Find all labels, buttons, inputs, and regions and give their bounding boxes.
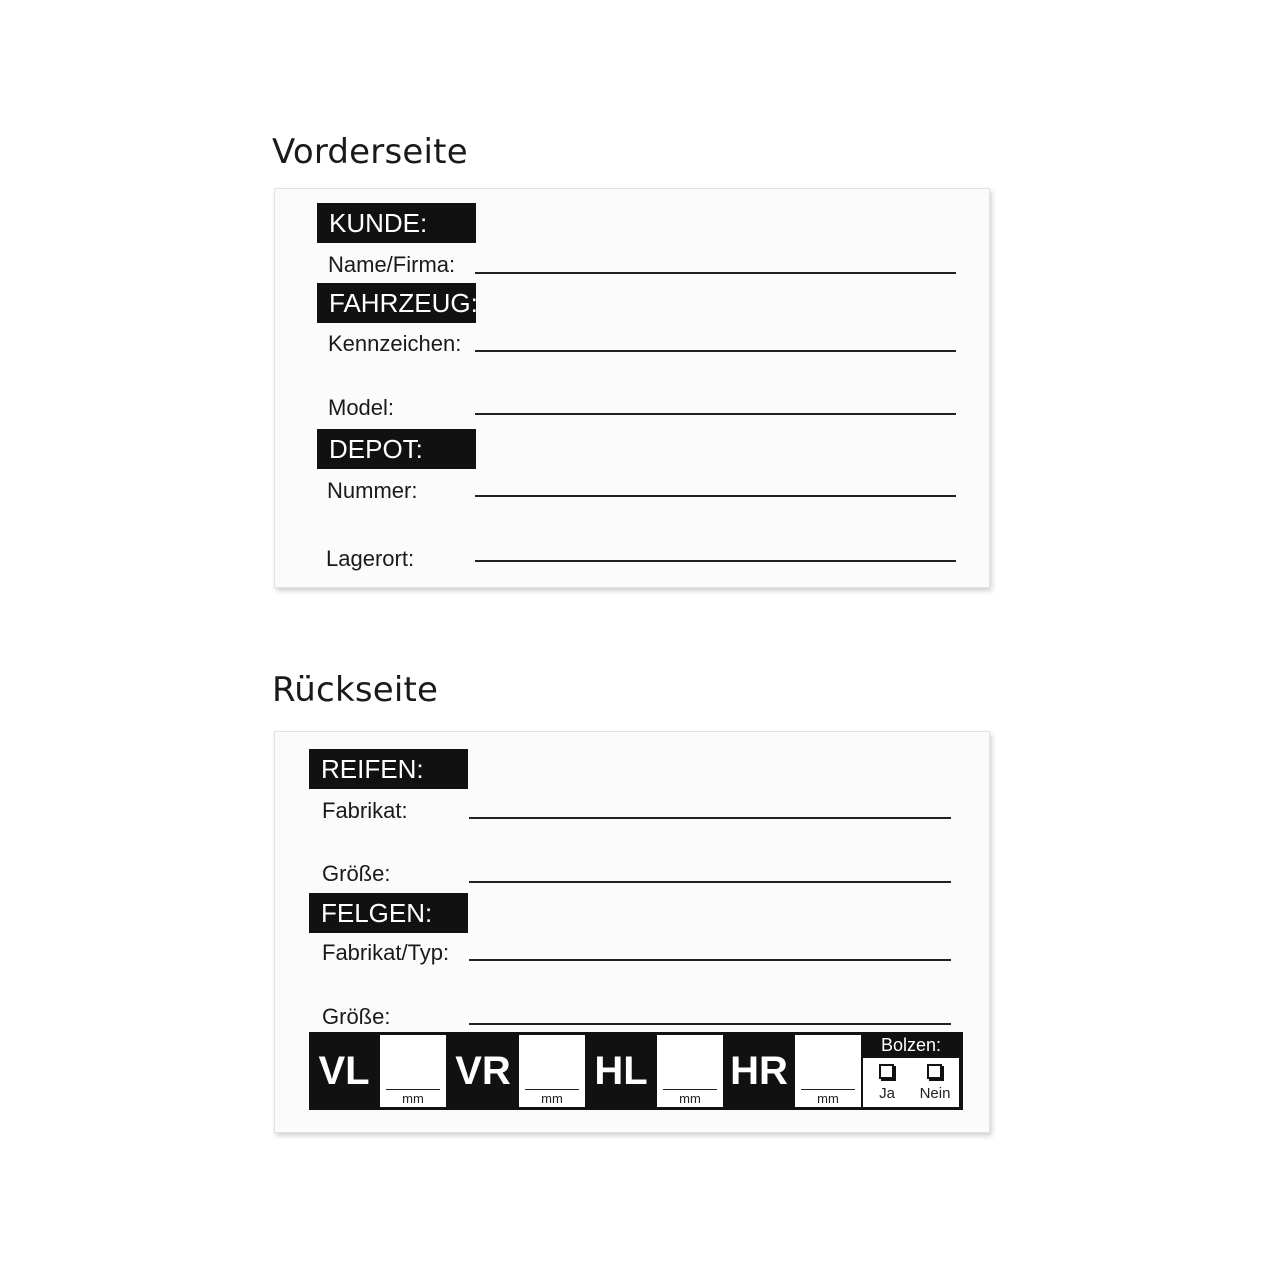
back-side-title: Rückseite [272, 670, 439, 710]
field-line-felgen-fabrikat-typ[interactable] [469, 959, 951, 961]
field-label-reifen-groesse: Größe: [322, 861, 391, 886]
field-line-name-firma[interactable] [475, 272, 956, 274]
tread-depth-strip [309, 1032, 963, 1110]
field-label-felgen-groesse: Größe: [322, 1004, 391, 1029]
bolzen-yes-checkbox[interactable] [879, 1064, 894, 1079]
field-line-reifen-groesse[interactable] [469, 881, 951, 883]
field-line-lagerort[interactable] [475, 560, 956, 562]
position-label-hr: HR [730, 1049, 788, 1093]
section-header-reifen: REIFEN: [309, 749, 468, 789]
field-label-model: Model: [328, 395, 395, 420]
front-side-title: Vorderseite [272, 132, 468, 172]
bolzen-yes-label: Ja [879, 1085, 895, 1102]
position-label-hl: HL [594, 1049, 648, 1093]
bolzen-no-label: Nein [919, 1085, 951, 1102]
section-header-felgen: FELGEN: [309, 893, 468, 933]
unit-label-hr: mm [817, 1091, 839, 1106]
bolzen-options [863, 1058, 959, 1107]
field-line-reifen-fabrikat[interactable] [469, 817, 951, 819]
front-card [274, 188, 990, 588]
back-card [274, 731, 990, 1133]
section-header-fahrzeug: FAHRZEUG: [317, 283, 476, 323]
unit-label-vl: mm [402, 1091, 424, 1106]
field-label-name-firma: Name/Firma: [328, 252, 456, 277]
bolzen-no-checkbox[interactable] [927, 1064, 942, 1079]
bolzen-title: Bolzen: [880, 1035, 942, 1055]
unit-label-hl: mm [679, 1091, 701, 1106]
section-header-kunde: KUNDE: [317, 203, 476, 243]
field-label-lagerort: Lagerort: [326, 546, 415, 571]
tread-depth-field-hl[interactable] [657, 1035, 723, 1107]
field-label-kennzeichen: Kennzeichen: [328, 331, 462, 356]
tread-depth-field-hr[interactable] [795, 1035, 861, 1107]
field-label-nummer: Nummer: [327, 478, 418, 503]
field-label-felgen-fabrikat-typ: Fabrikat/Typ: [322, 940, 450, 965]
field-line-felgen-groesse[interactable] [469, 1023, 951, 1025]
position-label-vr: VR [455, 1049, 511, 1093]
field-line-model[interactable] [475, 413, 956, 415]
tread-depth-field-vl[interactable] [380, 1035, 446, 1107]
unit-label-vr: mm [541, 1091, 563, 1106]
section-header-depot: DEPOT: [317, 429, 476, 469]
field-line-nummer[interactable] [475, 495, 956, 497]
field-line-kennzeichen[interactable] [475, 350, 956, 352]
field-label-reifen-fabrikat: Fabrikat: [322, 798, 408, 823]
tread-depth-field-vr[interactable] [519, 1035, 585, 1107]
position-label-vl: VL [318, 1049, 370, 1093]
